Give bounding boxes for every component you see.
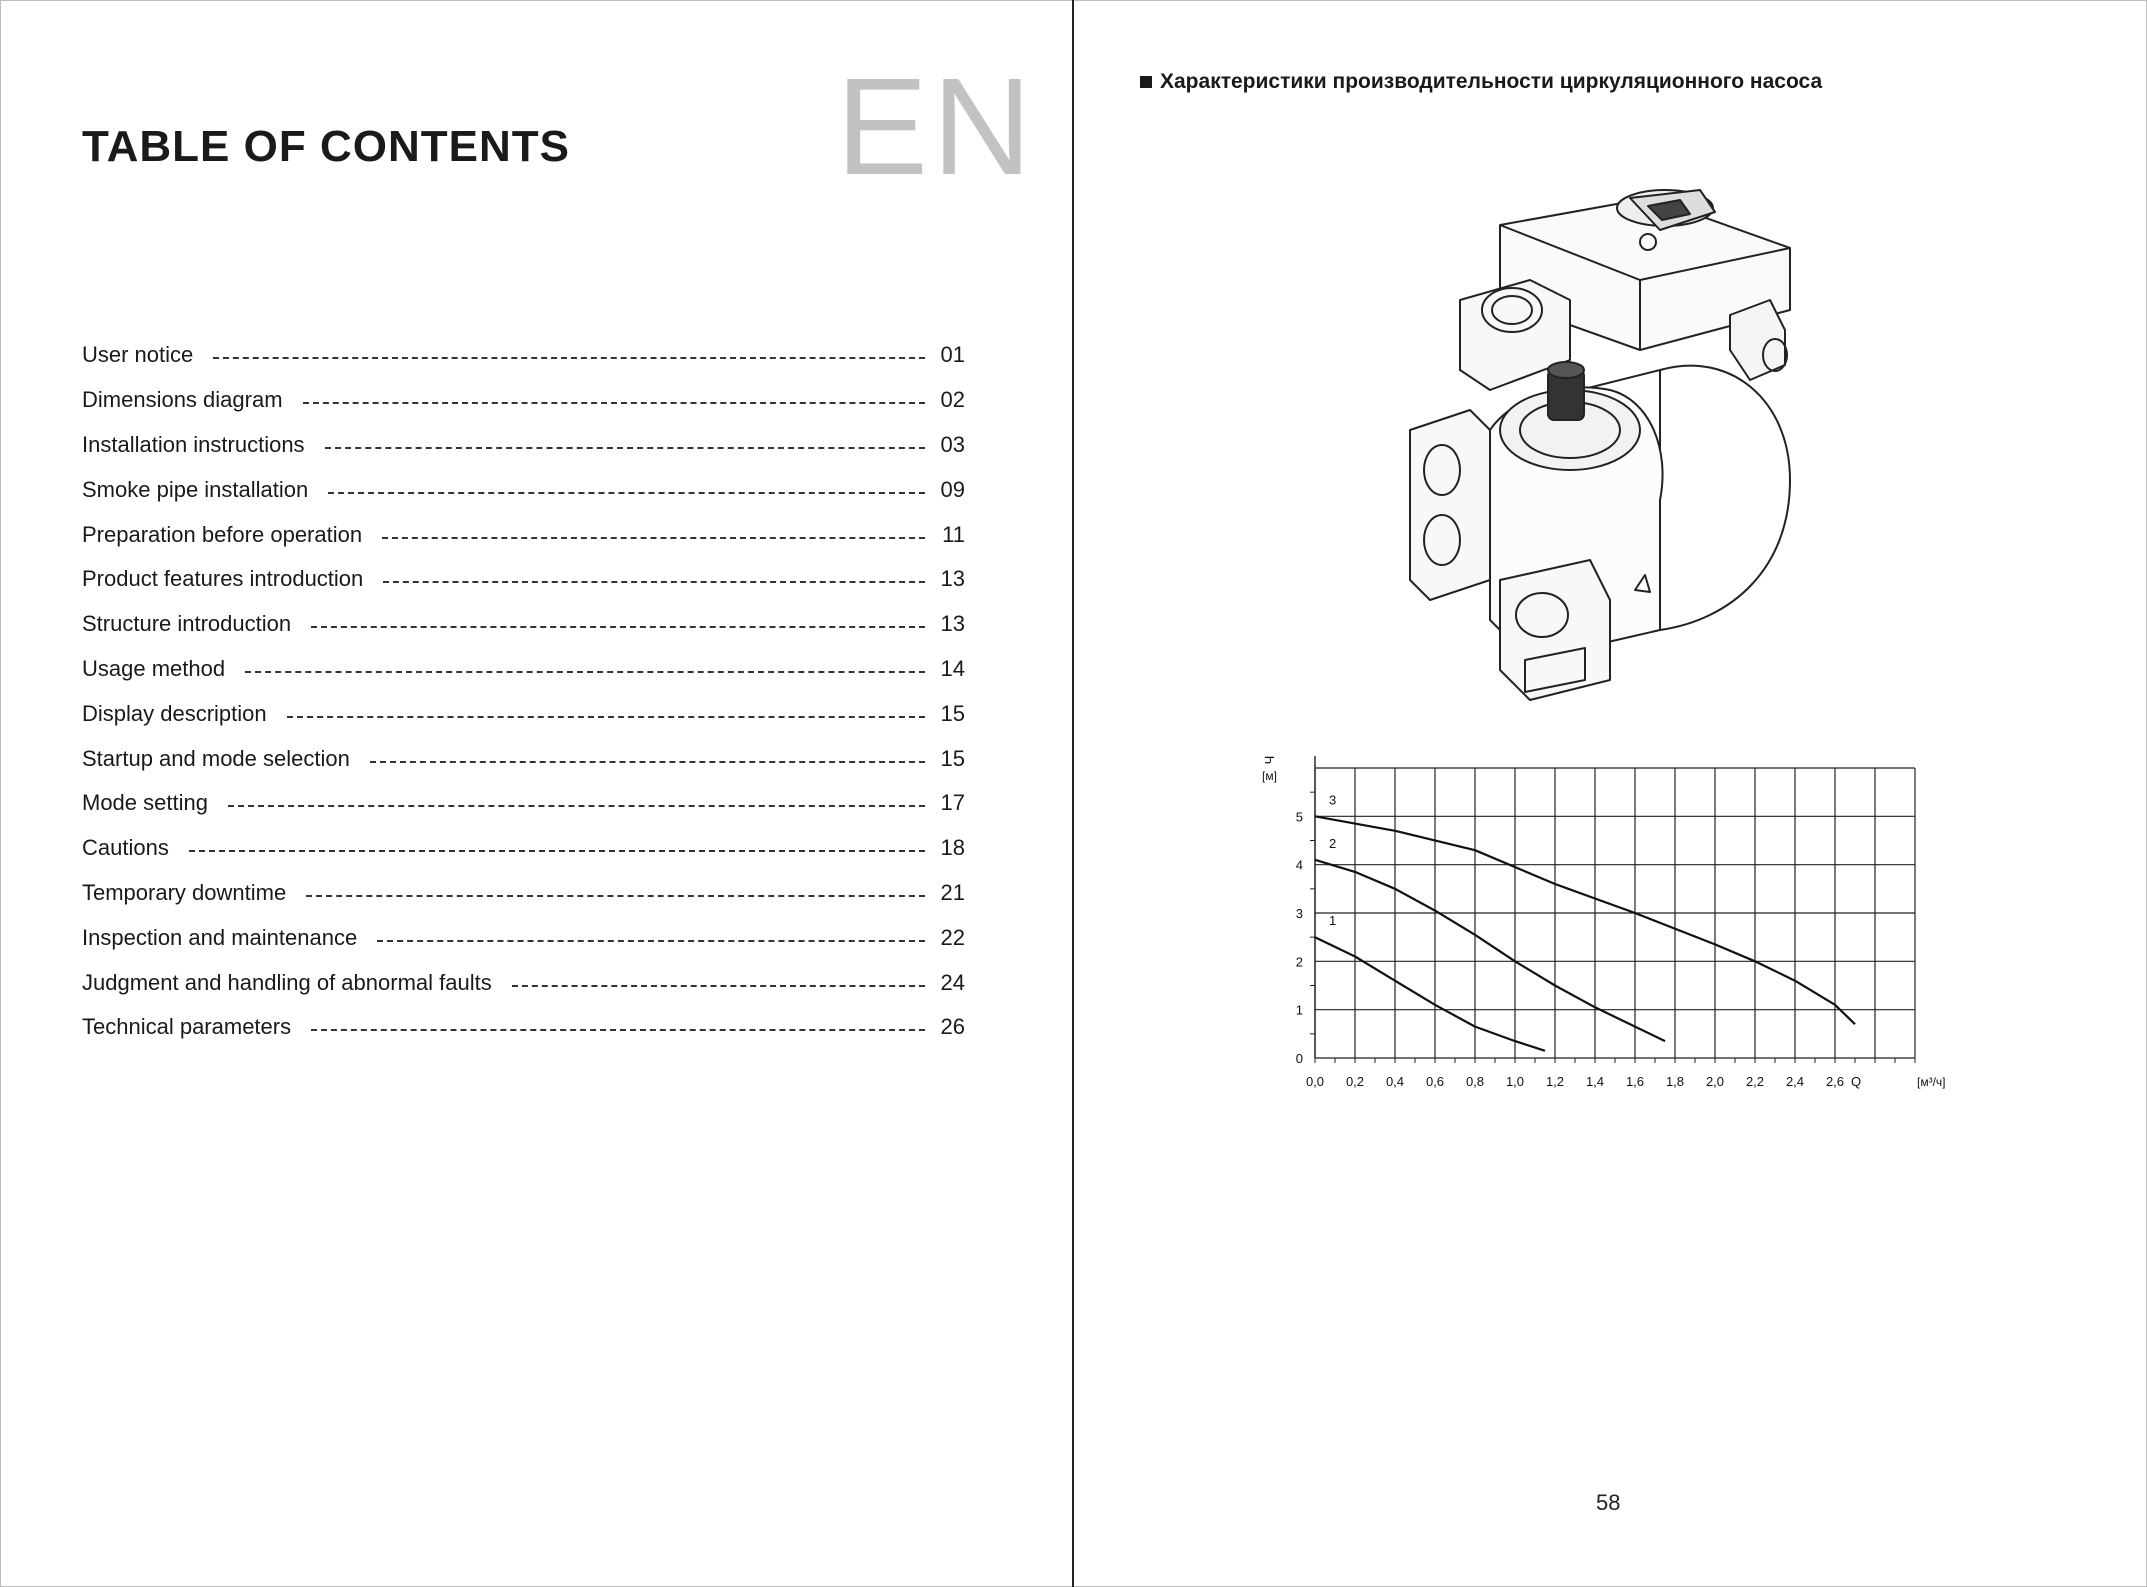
square-bullet-icon: [1140, 76, 1152, 88]
toc-entry-label: Startup and mode selection: [82, 745, 350, 771]
toc-leader-dashes: [245, 671, 925, 673]
toc-entry[interactable]: [82, 378, 965, 423]
toc-leader-dashes: [303, 402, 925, 404]
toc-leader-dashes: [311, 626, 925, 628]
toc-entry-label: Technical parameters: [82, 1014, 292, 1040]
toc-entry[interactable]: [82, 781, 965, 826]
toc-entry[interactable]: [82, 602, 965, 647]
toc-entry[interactable]: [82, 736, 965, 781]
y-axis-label: Ч: [1262, 755, 1277, 765]
toc-leader-dashes: [228, 805, 925, 807]
toc-entry-label: Mode setting: [82, 790, 208, 816]
toc-leader-dashes: [328, 492, 925, 494]
toc-entry-label: Structure introduction: [82, 611, 292, 637]
section-heading: [1140, 70, 1822, 94]
x-tick-label: 1,0: [1505, 1074, 1525, 1089]
toc-entry-label: Temporary downtime: [82, 879, 287, 905]
toc-entry[interactable]: [82, 691, 965, 736]
toc-leader-dashes: [189, 850, 925, 852]
toc-entry-label: Inspection and maintenance: [82, 924, 358, 950]
toc-entry-page: 17: [940, 790, 965, 816]
y-tick-label: 3: [1295, 906, 1303, 921]
toc-entry-page: 18: [940, 835, 965, 861]
toc-entry-page: 01: [940, 342, 965, 368]
toc-entry[interactable]: [82, 915, 965, 960]
toc-leader-dashes: [383, 581, 925, 583]
x-tick-label: 0,8: [1465, 1074, 1485, 1089]
x-tick-label: 1,8: [1665, 1074, 1685, 1089]
toc-leader-dashes: [287, 716, 925, 718]
toc-entry[interactable]: [82, 333, 965, 378]
series-label: 3: [1329, 792, 1337, 808]
toc-entry-page: 11: [942, 521, 965, 547]
toc-entry-page: 14: [940, 655, 965, 681]
toc-entry[interactable]: [82, 960, 965, 1005]
toc-entry-page: 03: [940, 431, 965, 457]
series-curve-1: [1315, 937, 1545, 1051]
y-tick-label: 0: [1295, 1051, 1303, 1066]
toc-leader-dashes: [382, 537, 925, 539]
toc-entry-label: Cautions: [82, 835, 169, 861]
toc-entry-label: Installation instructions: [82, 431, 305, 457]
y-tick-label: 4: [1295, 857, 1303, 873]
y-axis-unit: [м]: [1262, 769, 1277, 783]
toc-entry-label: Smoke pipe installation: [82, 476, 309, 502]
toc-entry-page: 22: [940, 924, 965, 950]
toc-entry-page: 15: [940, 700, 965, 726]
section-heading-text: Характеристики производительности циркуляционного насоса: [1160, 70, 1823, 93]
toc-entry-label: Dimensions diagram: [82, 387, 283, 413]
x-tick-label: 1,2: [1545, 1074, 1565, 1089]
x-tick-label: 1,6: [1625, 1074, 1645, 1089]
language-mark: EN: [836, 50, 1036, 204]
page-number: 58: [1596, 1490, 1621, 1515]
toc-entry[interactable]: [82, 512, 965, 557]
pump-illustration: [1330, 160, 1800, 720]
y-tick-label: 1: [1295, 1002, 1303, 1018]
toc-leader-dashes: [370, 761, 925, 763]
toc-entry-page: 09: [940, 476, 965, 502]
toc-leader-dashes: [311, 1029, 925, 1031]
toc-entry-page: 21: [940, 879, 965, 905]
toc-title: TABLE OF CONTENTS: [82, 122, 570, 171]
toc-leader-dashes: [512, 985, 925, 987]
toc-entry-label: Usage method: [82, 655, 226, 681]
series-curve-3: [1315, 816, 1855, 1024]
toc-entry-label: Judgment and handling of abnormal faults: [82, 969, 492, 995]
y-tick-label: 2: [1295, 954, 1303, 970]
toc-entry[interactable]: [82, 826, 965, 871]
toc-entry-page: 02: [940, 387, 965, 413]
toc-entry[interactable]: [82, 557, 965, 602]
x-tick-label: 0,0: [1305, 1074, 1325, 1089]
series-label: 2: [1329, 835, 1337, 851]
x-tick-label: 0,2: [1345, 1074, 1365, 1089]
toc-entry[interactable]: [82, 871, 965, 916]
x-tick-label: 2,0: [1705, 1074, 1725, 1089]
series-label: 1: [1329, 913, 1337, 929]
x-axis-unit: [м³/ч]: [1917, 1075, 1946, 1089]
performance-chart: [1260, 740, 1946, 1120]
toc-entry-page: 15: [940, 745, 965, 771]
toc-entry-page: 24: [940, 969, 965, 995]
x-axis-label: Q: [1851, 1074, 1862, 1089]
toc-leader-dashes: [306, 895, 925, 897]
toc-entry[interactable]: [82, 467, 965, 512]
toc-leader-dashes: [377, 940, 925, 942]
book-spine: [1072, 0, 1074, 1587]
x-tick-label: 0,4: [1385, 1074, 1405, 1089]
x-tick-label: 2,2: [1745, 1074, 1765, 1089]
toc-leader-dashes: [213, 357, 925, 359]
toc-entry-page: 13: [940, 611, 965, 637]
toc-entry-label: User notice: [82, 342, 194, 368]
series-curve-2: [1315, 860, 1665, 1041]
y-tick-label: 5: [1295, 809, 1303, 825]
toc-entry-page: 26: [940, 1014, 965, 1040]
toc-entry-label: Product features introduction: [82, 566, 364, 592]
x-tick-label: 0,6: [1425, 1074, 1445, 1089]
toc-entry[interactable]: [82, 423, 965, 468]
toc-entry-label: Preparation before operation: [82, 521, 363, 547]
toc-entry[interactable]: [82, 1005, 965, 1050]
x-tick-label: 2,4: [1785, 1074, 1805, 1089]
x-tick-label: 1,4: [1585, 1074, 1605, 1089]
toc-leader-dashes: [325, 447, 925, 449]
toc-list: [82, 333, 965, 1050]
toc-entry-page: 13: [940, 566, 965, 592]
toc-entry-label: Display description: [82, 700, 267, 726]
x-tick-label: 2,6: [1825, 1074, 1845, 1089]
toc-entry[interactable]: [82, 647, 965, 692]
